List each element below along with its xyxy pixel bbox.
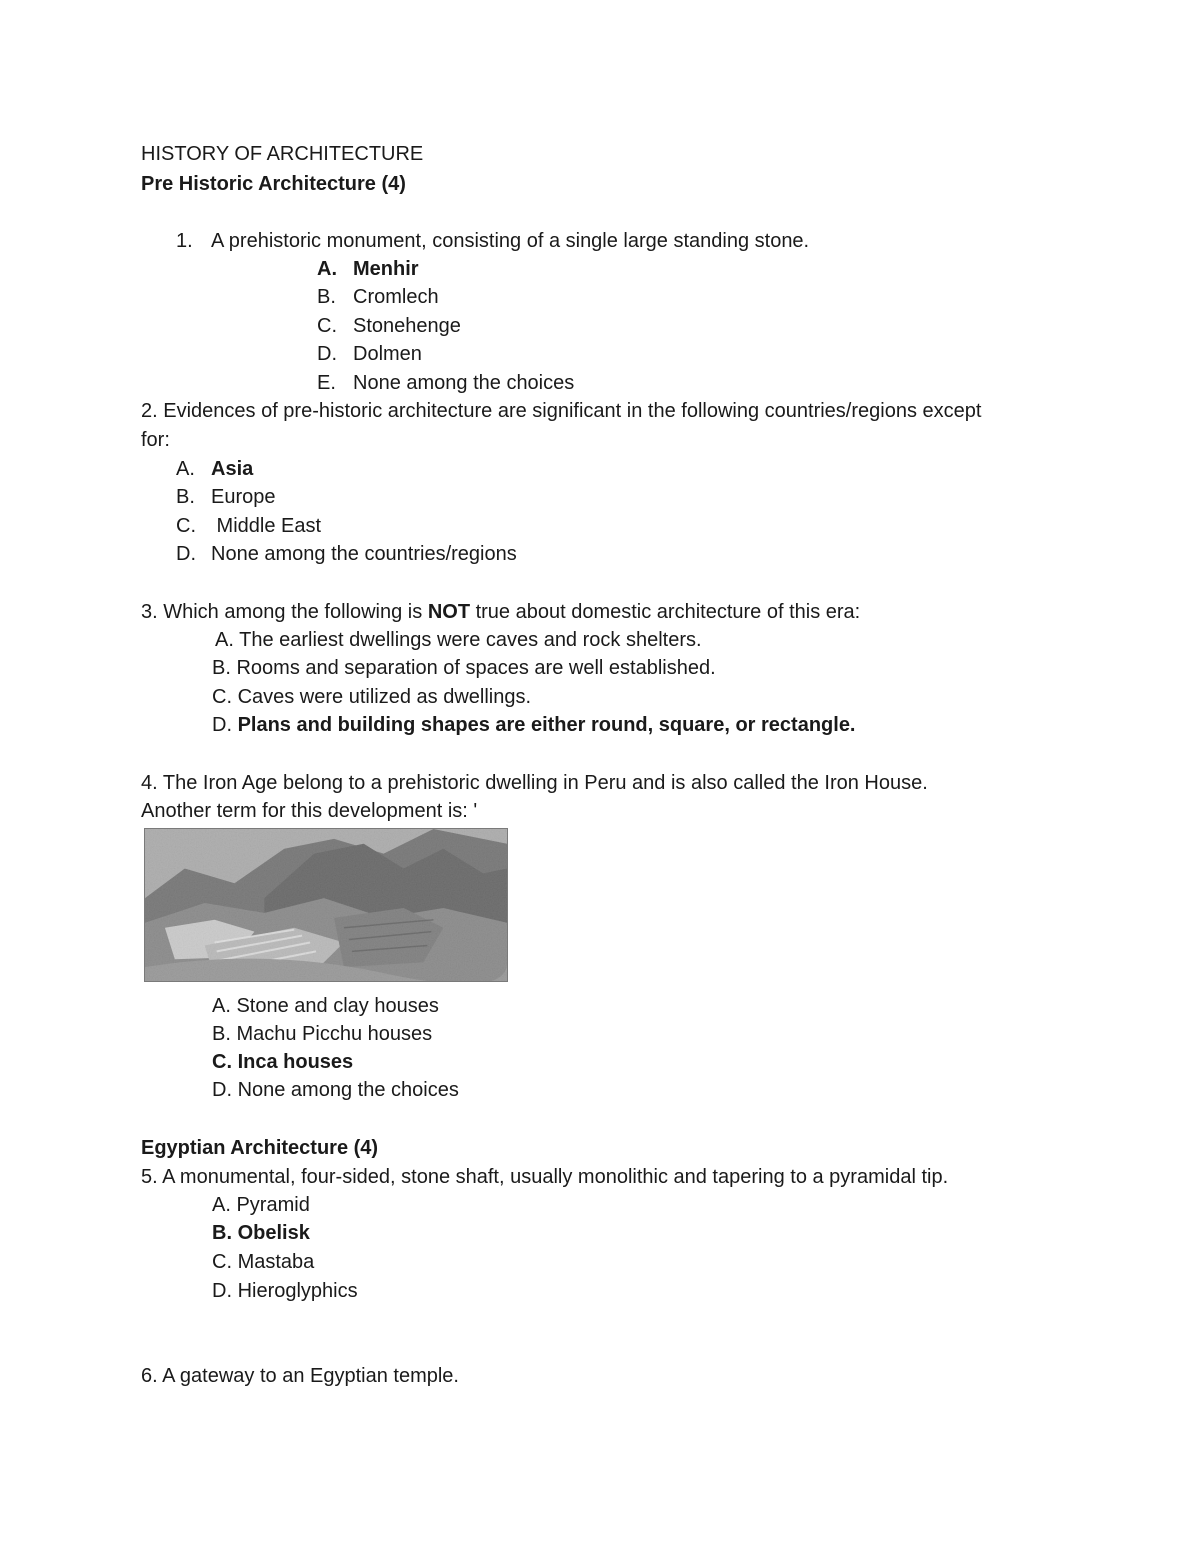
section-heading-egyptian: Egyptian Architecture (4) — [141, 1137, 379, 1159]
q3-option-a — [215, 628, 702, 652]
q5-option-a-text: Pyramid — [236, 1194, 310, 1216]
question-2-text-line2: for: — [141, 429, 170, 451]
q3-option-d — [212, 713, 856, 737]
q3-option-c — [212, 685, 531, 709]
q4-option-a-letter: A. — [212, 995, 231, 1017]
q5-option-c-text: Mastaba — [237, 1251, 315, 1273]
q3-option-a-letter: A. — [215, 629, 234, 651]
q1-option-a-letter: A. — [317, 258, 337, 280]
q4-option-c-letter: C. — [212, 1051, 232, 1073]
q5-option-b — [212, 1221, 310, 1245]
machu-picchu-photo — [144, 828, 508, 982]
q4-option-d — [212, 1078, 459, 1102]
q3-option-b-letter: B. — [212, 657, 231, 679]
q2-option-b-letter: B. — [176, 486, 195, 508]
q1-option-b-text: Cromlech — [353, 286, 439, 308]
q4-option-d-text: None among the choices — [237, 1079, 459, 1101]
question-3-text-pre: 3. Which among the following is — [141, 601, 428, 623]
q3-option-b-text: Rooms and separation of spaces are well established. — [236, 657, 716, 679]
q4-option-c — [212, 1050, 353, 1074]
question-2-text-line1: 2. Evidences of pre-historic architecture are significant in the following countries/regions except — [141, 400, 982, 422]
q5-option-d — [212, 1279, 358, 1303]
question-3-emphasis: NOT — [427, 601, 471, 623]
q3-option-c-text: Caves were utilized as dwellings. — [237, 686, 532, 708]
q1-option-b-letter: B. — [317, 286, 336, 308]
q1-option-c-letter: C. — [317, 315, 337, 337]
q2-option-d-letter: D. — [176, 543, 196, 565]
q1-option-c-text: Stonehenge — [353, 315, 461, 337]
q5-option-d-text: Hieroglyphics — [237, 1280, 358, 1302]
q4-option-b-letter: B. — [212, 1023, 231, 1045]
q4-option-b — [212, 1022, 432, 1046]
q3-option-a-text: The earliest dwellings were caves and rock shelters. — [239, 629, 702, 651]
q3-option-c-letter: C. — [212, 686, 232, 708]
q3-option-b — [212, 656, 716, 680]
q3-option-d-letter: D. — [212, 714, 232, 736]
question-5-text: 5. A monumental, four-sided, stone shaft, usually monolithic and tapering to a pyramidal tip. — [141, 1166, 949, 1188]
question-6-text: 6. A gateway to an Egyptian temple. — [141, 1365, 459, 1387]
q4-option-d-letter: D. — [212, 1079, 232, 1101]
section-heading-prehistoric: Pre Historic Architecture (4) — [141, 173, 406, 195]
q1-option-d-text: Dolmen — [353, 343, 422, 365]
q5-option-a — [212, 1193, 310, 1217]
question-4-text-line2: Another term for this development is: ' — [141, 800, 478, 822]
document-title: HISTORY OF ARCHITECTURE — [141, 143, 424, 165]
q1-option-e-letter: E. — [317, 372, 336, 394]
question-4-text-line1: 4. The Iron Age belong to a prehistoric dwelling in Peru and is also called the Iron House. — [141, 772, 928, 794]
question-3-text-post: true about domestic architecture of this era: — [470, 601, 861, 623]
q4-option-b-text: Machu Picchu houses — [236, 1023, 433, 1045]
q5-option-b-text: Obelisk — [237, 1222, 310, 1244]
q2-option-c-text: Middle East — [211, 515, 322, 537]
q4-option-c-text: Inca houses — [237, 1051, 354, 1073]
q2-option-a-letter: A. — [176, 458, 195, 480]
q1-option-d-letter: D. — [317, 343, 337, 365]
q2-option-a-text: Asia — [211, 458, 254, 480]
q2-option-c-letter: C. — [176, 515, 196, 537]
machu-picchu-photo-drawing — [145, 829, 507, 981]
q1-option-a-text: Menhir — [353, 258, 419, 280]
q2-option-b-text: Europe — [211, 486, 276, 508]
q5-option-b-letter: B. — [212, 1222, 232, 1244]
q4-option-a-text: Stone and clay houses — [236, 995, 439, 1017]
q3-option-d-text: Plans and building shapes are either round, square, or rectangle. — [237, 714, 856, 736]
q5-option-c — [212, 1250, 314, 1274]
q1-option-e-text: None among the choices — [353, 372, 575, 394]
question-1-number: 1. — [176, 230, 193, 252]
question-3-text — [141, 600, 860, 624]
q2-option-d-text: None among the countries/regions — [211, 543, 517, 565]
q5-option-c-letter: C. — [212, 1251, 232, 1273]
q4-option-a — [212, 994, 439, 1018]
q5-option-d-letter: D. — [212, 1280, 232, 1302]
question-1-text: A prehistoric monument, consisting of a single large standing stone. — [211, 230, 810, 252]
q5-option-a-letter: A. — [212, 1194, 231, 1216]
